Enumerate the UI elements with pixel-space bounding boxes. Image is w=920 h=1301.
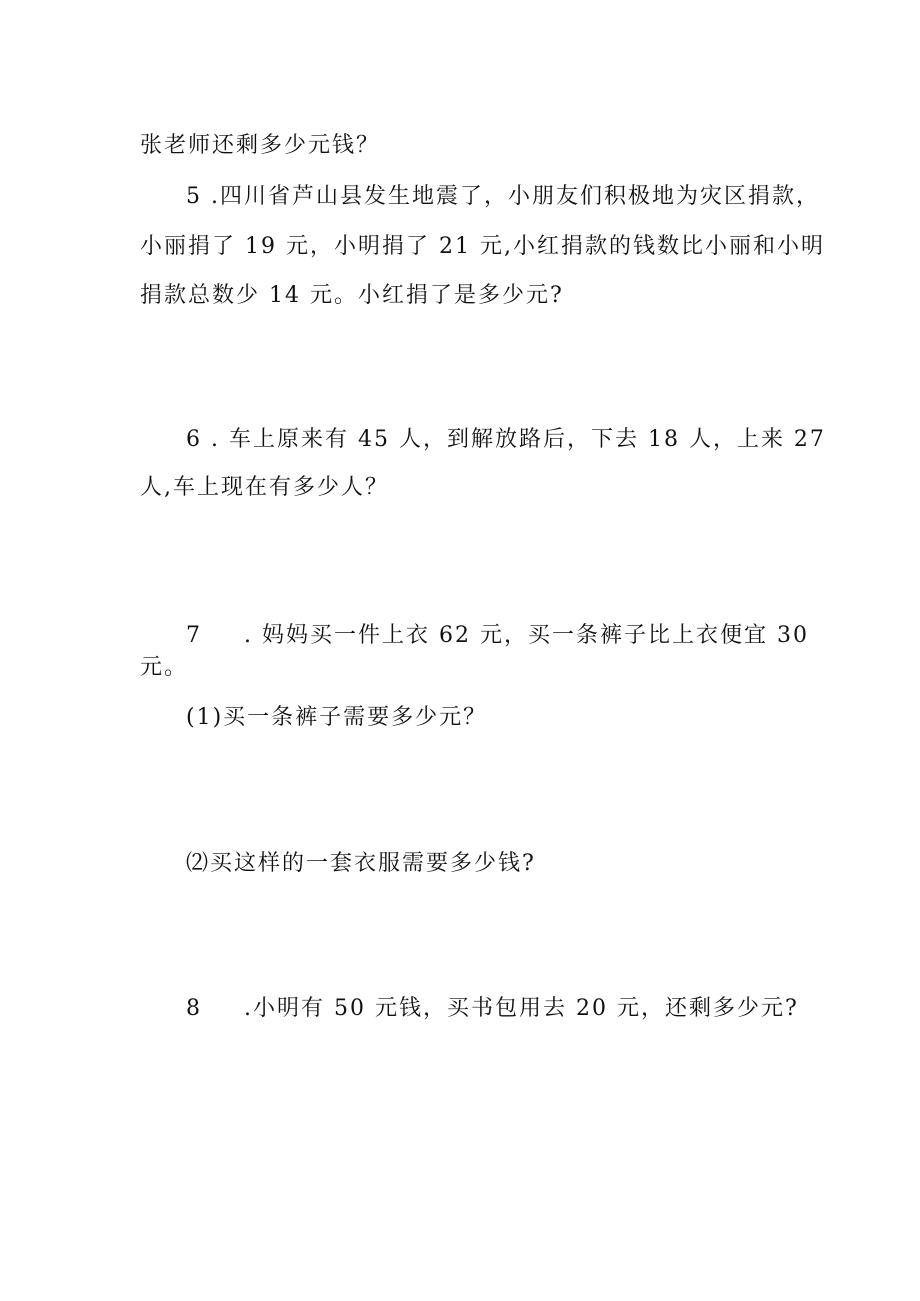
question-8-text: .小明有 50 元钱，买书包用去 20 元，还剩多少元? [244, 996, 799, 1021]
question-8-number: 8 [186, 996, 202, 1021]
question-8-line-1 [186, 994, 799, 1024]
question-5-line-1: 5 .四川省芦山县发生地震了，小朋友们积极地为灾区捐款， [186, 184, 820, 209]
question-7-sub-1: (1)买一条裤子需要多少元？ [186, 705, 488, 730]
previous-question-tail: 张老师还剩多少元钱？ [140, 133, 381, 158]
question-7-number: 7 [186, 623, 202, 648]
question-5-line-3: 捐款总数少 14 元。小红捐了是多少元? [140, 283, 564, 308]
question-6-line-2: 人,车上现在有多少人？ [140, 475, 389, 500]
question-5-line-2: 小丽捐了 19 元，小明捐了 21 元,小红捐款的钱数比小丽和小明 [140, 234, 825, 259]
question-7-text: . 妈妈买一件上衣 62 元，买一条裤子比上衣便宜 30 [244, 623, 809, 648]
question-6-line-1: 6 . 车上原来有 45 人，到解放路后，下去 18 人，上来 27 [186, 427, 826, 452]
question-7-sub-2: ⑵买这样的一套衣服需要多少钱? [186, 851, 536, 876]
question-7-line-2: 元。 [140, 655, 189, 680]
question-7-line-1 [186, 621, 809, 651]
